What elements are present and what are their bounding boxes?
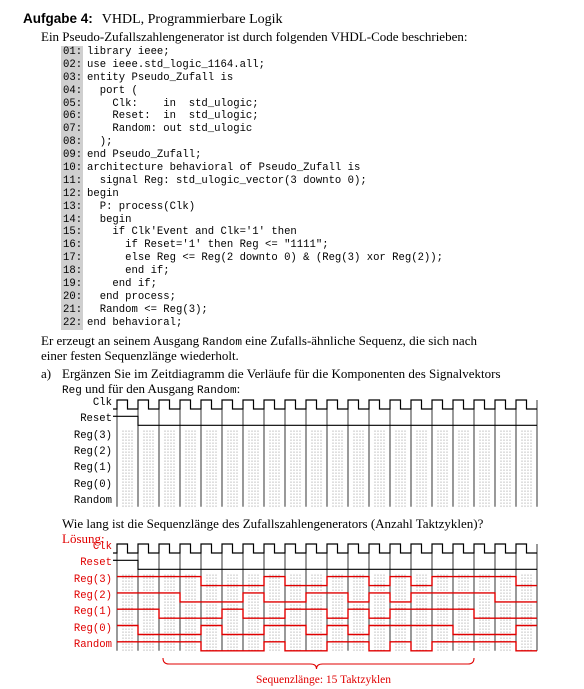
code-text: Random: out std_ulogic (87, 123, 253, 136)
line-number: 19: (63, 278, 83, 291)
line-number: 03: (63, 71, 83, 84)
line-number: 18: (63, 265, 83, 278)
random-code: Random (202, 337, 242, 349)
code-text: P: process(Clk) (87, 200, 196, 213)
code-text: end behavioral; (87, 316, 183, 329)
solution-label: Lösung: (62, 531, 105, 546)
sequence-brace (163, 658, 474, 669)
line-number: 16: (63, 239, 83, 252)
signal-label: Random (73, 494, 112, 507)
task-number: Aufgabe 4: (23, 11, 93, 26)
sequence-length-label: Sequenzlänge: 15 Taktzyklen (256, 674, 392, 686)
signal-label: Random (73, 638, 112, 651)
signal-label: Reset (80, 413, 112, 426)
line-number: 10: (63, 162, 83, 175)
task-a-line-1: Ergänzen Sie im Zeitdiagramm die Verläufe für die Komponenten des Signalvektors (62, 366, 501, 381)
signal-label: Clk (92, 397, 112, 409)
code-text: end process; (87, 290, 177, 303)
code-text: use ieee.std_logic_1164.all; (87, 58, 266, 71)
line-number: 20: (63, 290, 83, 303)
signal-label: Reg(2) (73, 445, 112, 458)
signal-label: Reg(2) (73, 589, 112, 602)
signal-label: Reg(1) (73, 462, 112, 475)
line-number: 07: (63, 123, 83, 136)
line-number: 14: (63, 213, 83, 226)
code-text: port ( (87, 84, 138, 97)
line-number: 17: (63, 252, 83, 265)
line-number: 11: (63, 174, 83, 187)
signal-label: Clk (92, 541, 112, 553)
code-text: else Reg <= Reg(2 downto 0) & (Reg(3) xor Reg(2)); (87, 252, 444, 265)
code-text: end Pseudo_Zufall; (87, 149, 202, 162)
code-text: begin (87, 213, 132, 226)
code-text: architecture behavioral of Pseudo_Zufall is (87, 162, 361, 175)
description-line-1: Er erzeugt an seinem Ausgang Random eine Zufalls-ähnliche Sequenz, die sich nach (41, 333, 477, 349)
task-title: VHDL, Programmierbare Logik (101, 12, 283, 27)
line-number: 08: (63, 136, 83, 149)
line-number: 09: (63, 149, 83, 162)
code-text: Clk: in std_ulogic; (87, 97, 259, 110)
solution-clock-wave (113, 544, 537, 553)
code-text: ); (87, 136, 113, 149)
code-text: entity Pseudo_Zufall is (87, 71, 234, 84)
code-text: end if; (87, 278, 157, 291)
task-a-marker: a) (41, 366, 52, 381)
signal-label: Reg(3) (73, 429, 112, 442)
code-text: signal Reg: std_ulogic_vector(3 downto 0); (87, 174, 367, 187)
signal-label: Reg(0) (73, 622, 112, 635)
description-line-2: einer festen Sequenzlänge wiederholt. (41, 348, 239, 363)
line-number: 02: (63, 58, 83, 71)
code-text: if Clk'Event and Clk='1' then (87, 226, 297, 239)
signal-label: Reg(3) (73, 573, 112, 586)
line-number: 21: (63, 303, 83, 316)
signal-label: Reg(1) (73, 606, 112, 619)
question-text: Wie lang ist die Sequenzlänge des Zufallszahlengenerators (Anzahl Taktzyklen)? (62, 516, 484, 531)
signal-label: Reset (80, 557, 112, 570)
line-number: 22: (63, 316, 83, 329)
code-text: if Reset='1' then Reg <= "1111"; (87, 239, 329, 252)
code-text: Random <= Reg(3); (87, 303, 208, 316)
signal-label: Reg(0) (73, 478, 112, 491)
line-number: 05: (63, 97, 83, 110)
code-text: begin (87, 187, 119, 200)
line-number: 06: (63, 110, 83, 123)
code-text: end if; (87, 265, 170, 278)
line-number: 04: (63, 84, 83, 97)
code-text: Reset: in std_ulogic; (87, 110, 259, 123)
task-a-line-2: Reg und für den Ausgang Random: (62, 381, 241, 397)
line-number: 01: (63, 46, 83, 58)
exercise-clock-wave (113, 400, 537, 409)
line-number: 12: (63, 187, 83, 200)
line-number: 15: (63, 226, 83, 239)
line-number: 13: (63, 200, 83, 213)
intro-text: Ein Pseudo-Zufallszahlengenerator ist durch folgenden VHDL-Code beschrieben: (41, 29, 468, 44)
code-text: library ieee; (87, 46, 170, 58)
